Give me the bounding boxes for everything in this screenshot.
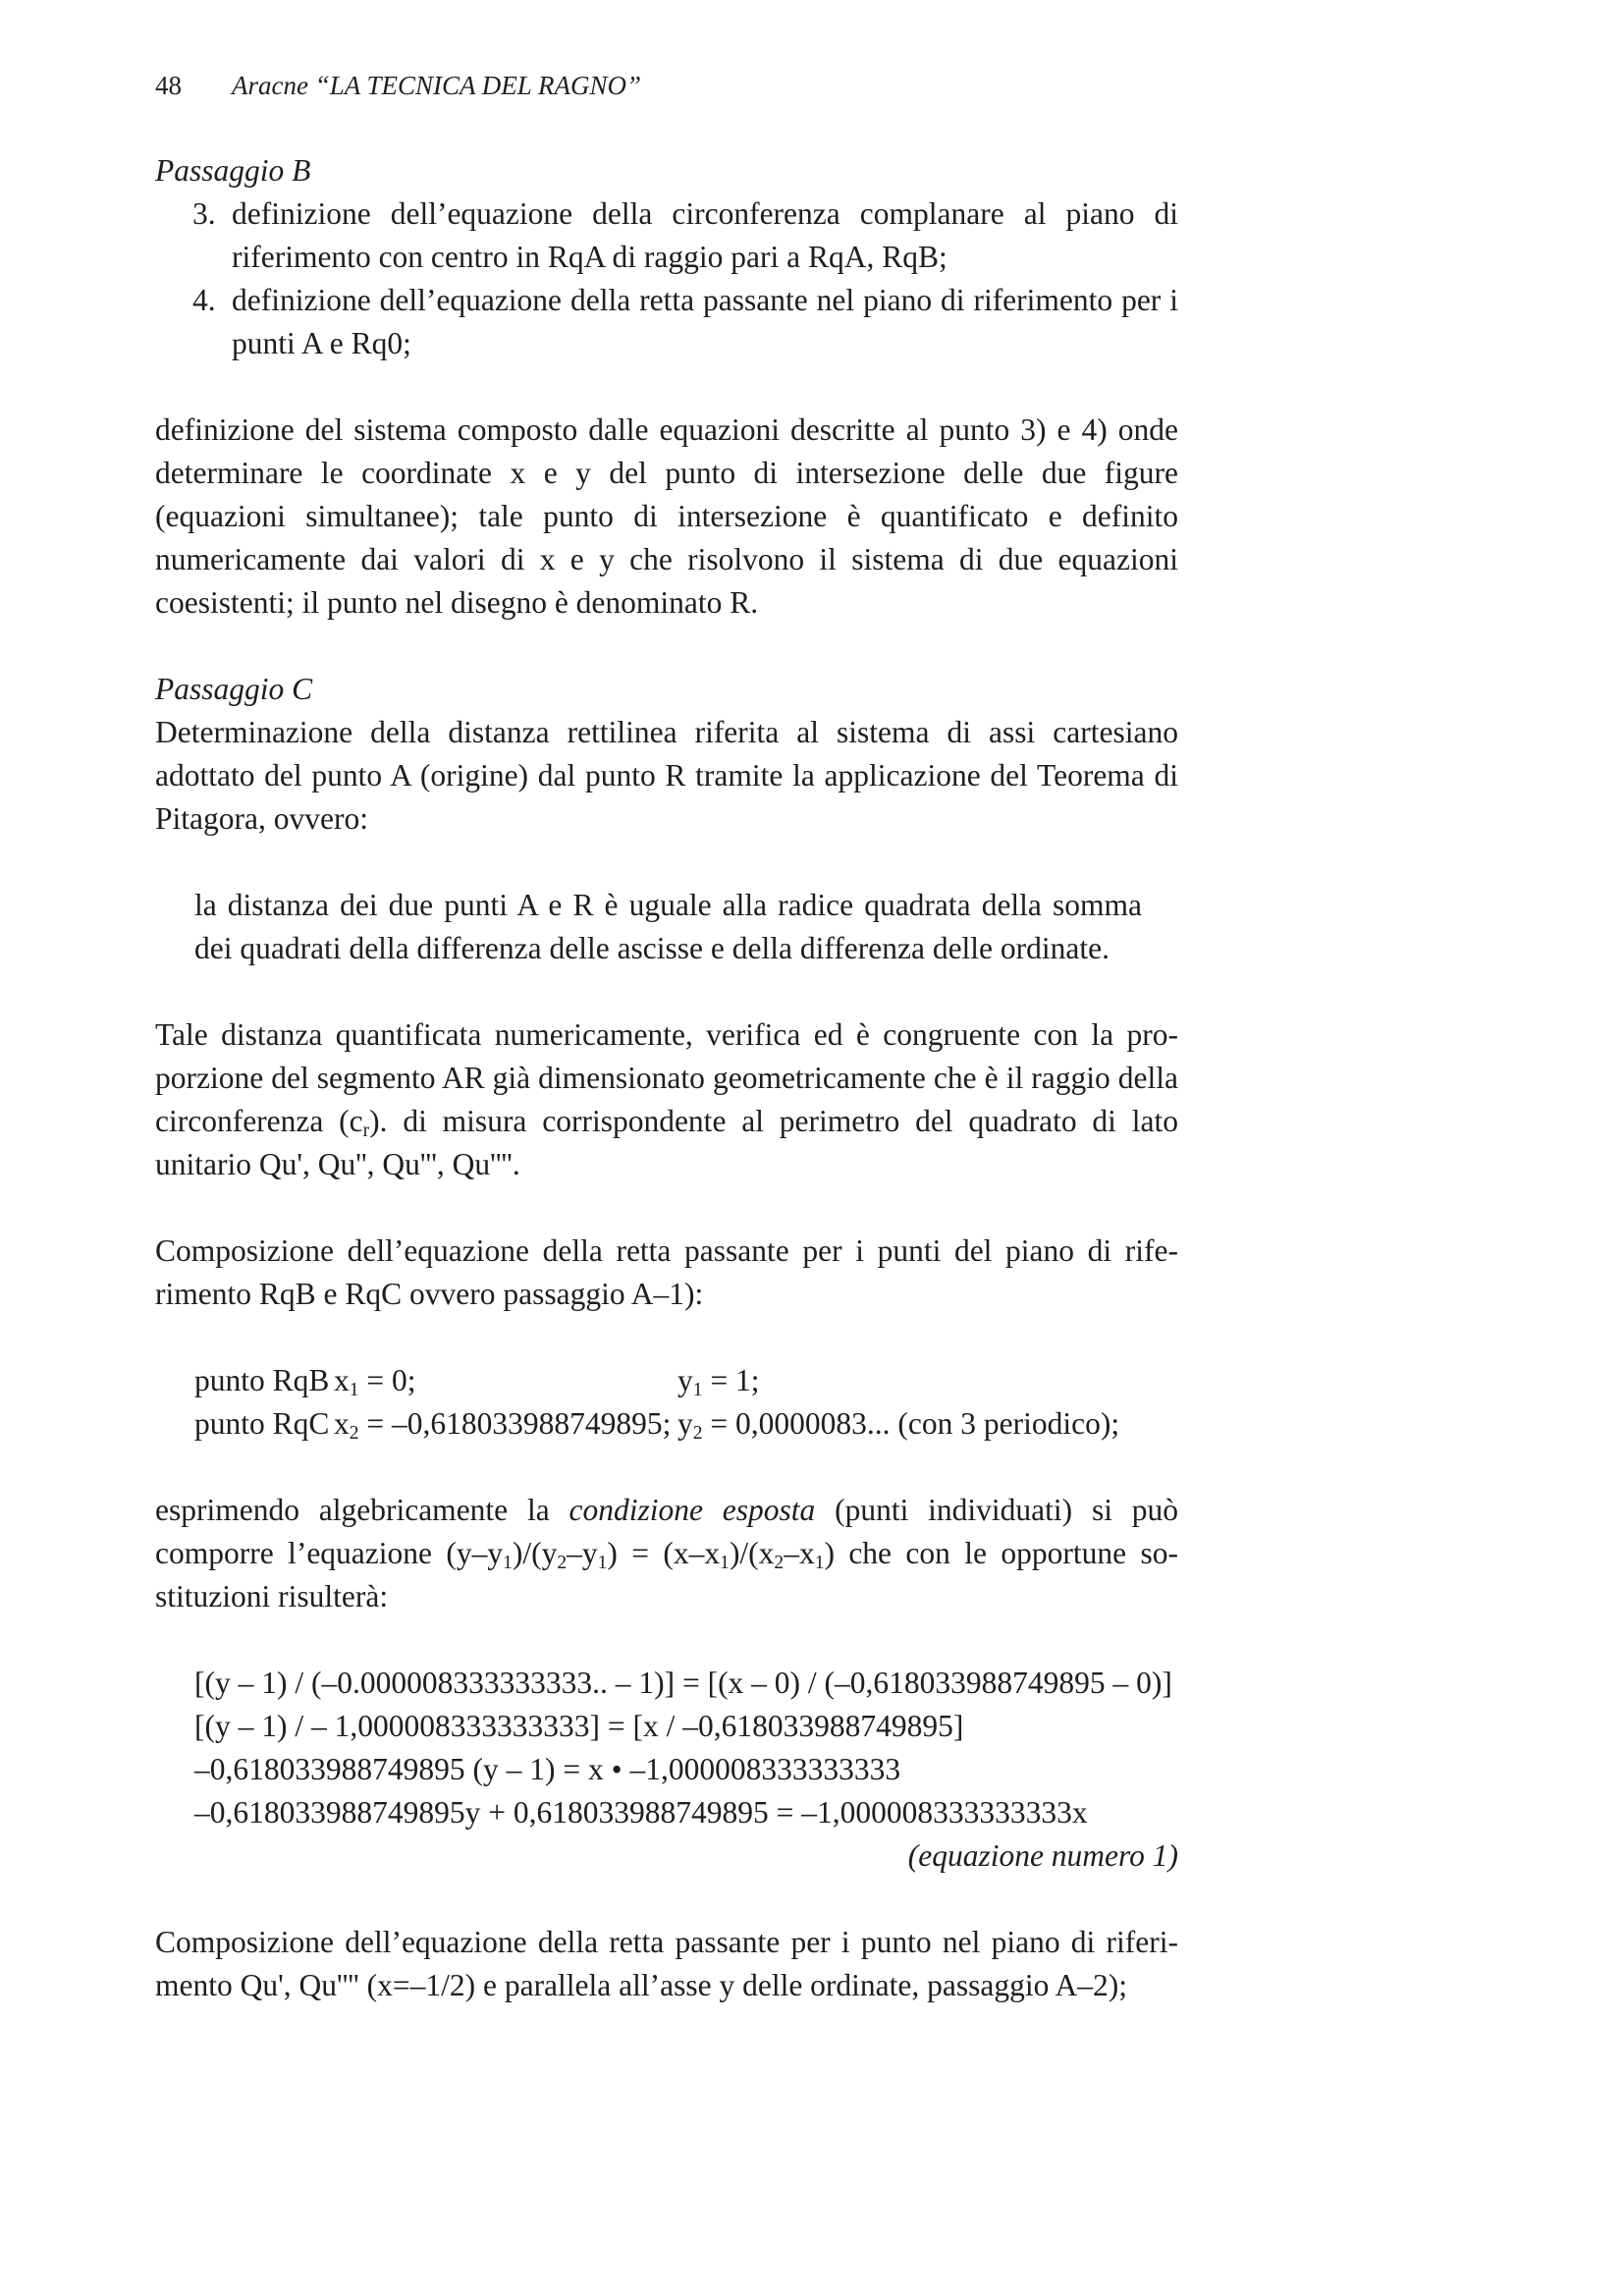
point-x: $x_2 = -0,618033988749895$; [334,1406,672,1444]
list-item-number: 4. [192,283,216,317]
equation-line: –0,618033988749895y + 0,618033988749895 = –1,000008333333333x [194,1795,1088,1830]
distance-text-a: Tale distanza quantificata numericamente, verifica ed è congruente con la proporzione del segmento AR già dimensionato geometricamente che è il raggio della circonferenza (c [155,1017,1178,1138]
point-label: punto RqC [194,1406,330,1441]
quote-line: la distanza dei due punti A e R è uguale alla radice quadrata della somma [194,888,1142,922]
list-item [155,192,1178,279]
page-number: 48 [155,71,182,100]
table-row: punto RqC $x_2 = -0,618033988749895$; $y_2 = 0,0000083$... (con 3 periodico); [194,1402,1178,1446]
equation-label: (equazione numero 1) [907,1838,1178,1873]
paragraph-composition-2: Composizione dell’equazione della retta passante per i punto nel piano di riferimento Qu', Qu'''' (x=–1/2) e parallela all’asse y delle ordinate, passaggio A–2); [155,1925,1178,2002]
paragraph-distance [155,1013,1178,1186]
equation-line: [(y – 1) / (–0.000008333333333.. – 1)] = [(x – 0) / (–0,618033988749895 – 0)] [194,1666,1172,1700]
main-text [155,149,1178,2007]
point-x: $x_1 = 0$; [334,1363,416,1400]
points-table [155,1359,1178,1446]
equation-block [155,1662,1178,1878]
table-row: punto RqB $x_1 = 0$; $y_1 = 1$; [194,1359,1178,1402]
section-heading-c: Passaggio C [155,672,313,706]
running-header [155,71,641,101]
section-heading-b: Passaggio B [155,153,311,188]
paragraph-system: definizione del sistema composto dalle equazioni descritte al punto 3) e 4) onde determinare le coordinate x e y del punto di intersezione delle due figure (equazioni simultanee); tale punto di intersezione è quantificato e definito numericamente dai valori di x e y che risolvono il sistema di due equazioni coesistenti; il punto nel disegno è denominato R. [155,412,1178,620]
distance-subscript: r [362,1120,370,1141]
indented-quote [155,884,1142,970]
point-label: punto RqB [194,1363,330,1397]
list-item [155,279,1178,365]
equation-line: [(y – 1) / – 1,000008333333333] = [x / –0,618033988749895] [194,1709,964,1743]
italic-phrase: condizione esposta [568,1493,816,1527]
paragraph-algebra: esprimendo algebricamente la condizione esposta (punti individuati) si può comporre l’equazione $(y-y_1)/(y_2-y_1) = (x-x_1)/(x_2-x_1)$ che con le opportune sostituzioni risulterà: [155,1493,1179,1613]
running-title: Aracne “LA TECNICA DEL RAGNO” [232,71,642,100]
distance-text-b: ). di misura corrispondente al perimetro del quadrato di lato unitario Qu', Qu'', Qu''', Qu''''. [155,1104,1178,1181]
equation-line: –0,618033988749895 (y – 1) = x • –1,000008333333333 [194,1752,901,1786]
numbered-list [155,192,1178,365]
paragraph-composition-1: Composizione dell’equazione della retta passante per i punti del piano di riferimento RqB e RqC ovvero passaggio A–1): [155,1233,1178,1311]
paragraph-determination: Determinazione della distanza rettilinea riferita al sistema di assi cartesiano adottato del punto A (origine) dal punto R tramite la applicazione del Teorema di Pitagora, ovvero: [155,715,1178,836]
quote-line: dei quadrati della differenza delle ascisse e della differenza delle ordinate. [194,931,1110,965]
list-item-number: 3. [192,196,216,231]
list-item-text: definizione dell’equazione della retta passante nel piano di riferimento per i punti A e Rq0; [232,283,1178,360]
list-item-text: definizione dell’equazione della circonferenza complanare al piano di riferimento con centro in RqA di raggio pari a RqA, RqB; [232,196,1178,274]
